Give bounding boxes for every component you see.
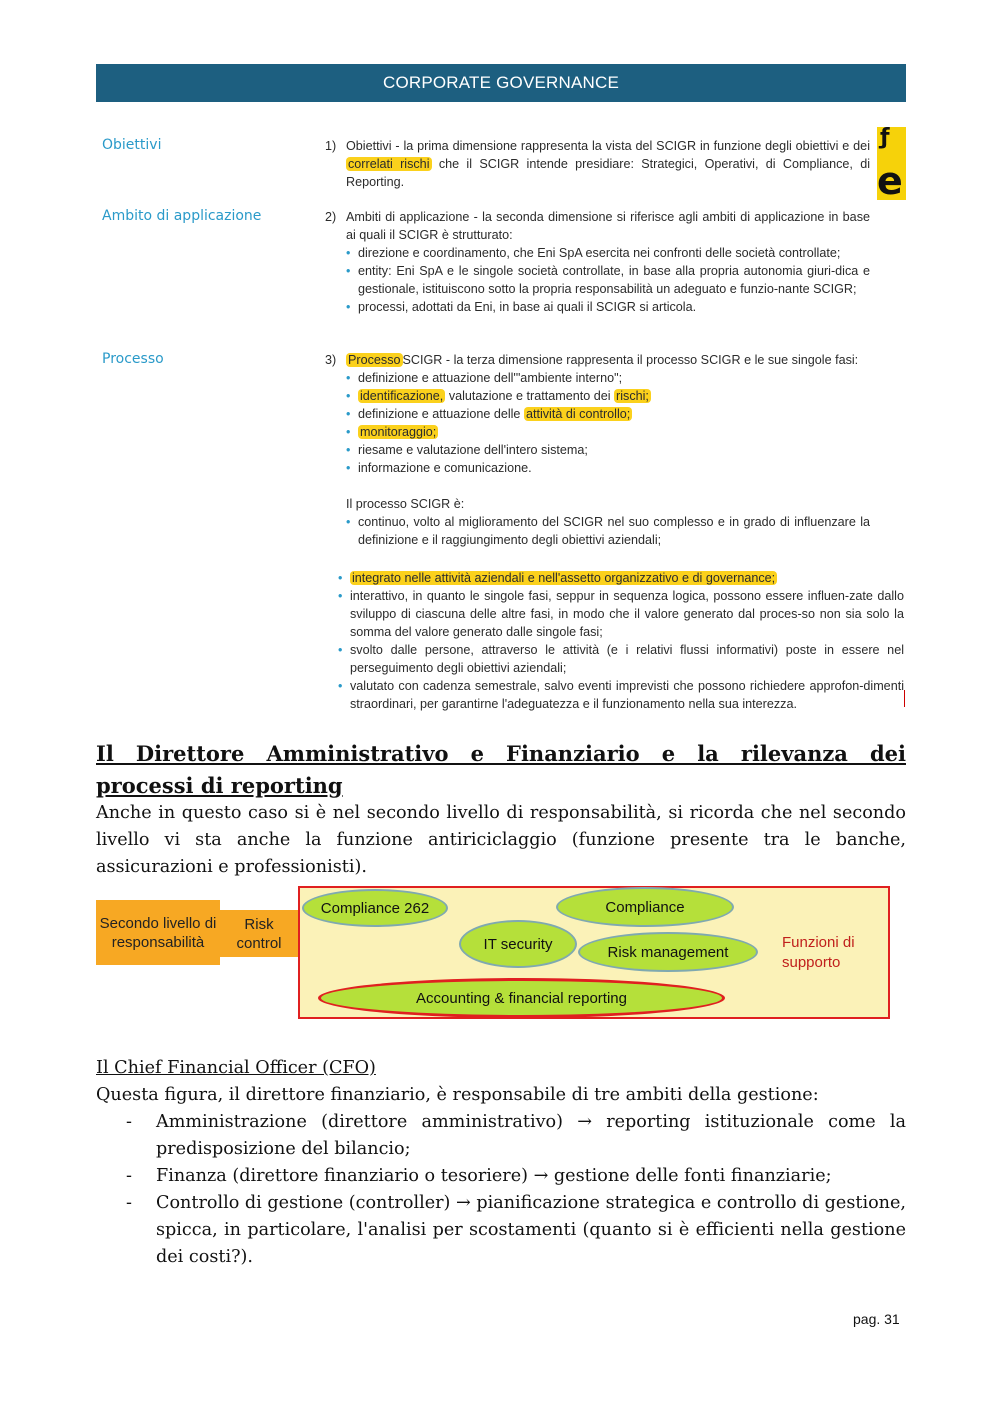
highlight-rischi: rischi; [616, 389, 649, 403]
risk-management-ellipse: Risk management [578, 932, 758, 972]
processo-bullet: • definizione e attuazione dell'"ambiente interno"; [346, 369, 870, 387]
ambito-text: Ambiti di applicazione - la seconda dimensione si riferisce agli ambiti di applicazione in base ai quali il SCIGR è strutturato: [346, 210, 870, 242]
it-security-ellipse: IT security [459, 920, 577, 968]
ambito-bullet: • entity: Eni SpA e le singole società controllate, in base alla propria autonomia giuri-dica e gestionale, istituiscono sotto la propria responsabilità un adeguato e funzio-nante SCIGR; [346, 262, 870, 298]
highlight-attivita-controllo: attività di controllo; [525, 407, 631, 421]
section-paragraph: Anche in questo caso si è nel secondo livello di responsabilità, si ricorda che nel secondo livello vi sta anche la funzione antiriciclaggio (funzione presente tra le banche, assicurazioni e professionisti). [96, 803, 906, 877]
highlight-correlati-rischi: correlati rischi [348, 157, 430, 171]
cfo-intro: Questa figura, il direttore finanziario, è responsabile di tre ambiti della gestione: [96, 1085, 819, 1105]
compliance-ellipse: Compliance [556, 887, 734, 927]
scigr-processo-block [325, 351, 870, 549]
cfo-item-text: Controllo di gestione (controller) → pianificazione strategica e controllo di gestione, spicca, in particolare, l'analisi per scostamenti (quanto si è efficienti nella gestione dei costi?). [156, 1193, 906, 1267]
obiettivi-text-part1: Obiettivi - la prima dimensione rappresenta la vista del SCIGR in funzione degli obiettivi e dei [346, 139, 870, 153]
processo-bullet-text: valutazione e trattamento dei [448, 389, 611, 403]
obiettivi-text-part2: che il SCIGR intende presidiare: Strategici, Operativi, di Compliance, di Reporting. [346, 157, 870, 189]
highlight-integrato: integrato nelle attività aziendali e nell'assetto organizzativo e di governance; [352, 571, 776, 585]
processo-bullet: • informazione e comunicazione. [346, 459, 870, 477]
risk-control-box: Risk control [220, 910, 298, 957]
section-title-line1: Il Direttore Amministrativo e Finanziario e la rilevanza dei [96, 741, 906, 766]
cfo-item-text: Amministrazione (direttore amministrativo) → reporting istituzionale come la predisposizione del bilancio; [156, 1112, 906, 1159]
obiettivi-text [346, 137, 870, 191]
item-number: 2) [325, 210, 337, 224]
processo-bullet [346, 405, 870, 423]
highlight-identificazione: identificazione, [360, 389, 444, 403]
section-header-bar: CORPORATE GOVERNANCE [96, 64, 906, 102]
red-margin-mark [904, 690, 905, 707]
cfo-item-text: Finanza (direttore finanziario o tesoriere) → gestione delle fonti finanziarie; [156, 1166, 832, 1186]
scigr-obiettivi-block [325, 137, 870, 191]
label-processo: Processo [102, 351, 164, 367]
label-obiettivi: Obiettivi [102, 137, 162, 153]
processo-char-bullet [338, 569, 904, 587]
processo-bullet [346, 423, 870, 441]
processo-char-bullet: • interattivo, in quanto le singole fasi, seppur in sequenza logica, possono essere influen-zate dallo sviluppo di ciascuna delle altre fasi, in modo che il valore generato dal proces-so non sia solo la somma del valore generato dalle singole fasi; [338, 587, 904, 641]
processo-bullet [346, 387, 870, 405]
scigr-characteristics-list [329, 569, 904, 713]
section-title-line2: processi di reporting [96, 773, 343, 798]
compliance-262-ellipse: Compliance 262 [302, 889, 448, 927]
support-functions-diagram [96, 885, 896, 1025]
highlight-monitoraggio: monitoraggio; [360, 425, 437, 439]
page-number: pag. 31 [853, 1311, 900, 1327]
list-item: - Finanza (direttore finanziario o tesoriere) → gestione delle fonti finanziarie; [126, 1166, 832, 1186]
label-ambito: Ambito di applicazione [102, 208, 262, 224]
processo-is-label: Il processo SCIGR è: [346, 497, 465, 511]
item-number: 3) [325, 353, 337, 367]
eni-logo-icon: ƒ e [877, 127, 906, 200]
support-functions-label: Funzioni di supporto [782, 934, 855, 971]
cfo-list [96, 1109, 906, 1271]
processo-char-bullet: • continuo, volto al miglioramento del SCIGR nel suo complesso e in grado di influenzare la definizione e il raggiungimento degli obiettivi aziendali; [346, 513, 870, 549]
processo-text [346, 351, 870, 369]
item-number: 1) [325, 139, 337, 153]
cfo-title: Il Chief Financial Officer (CFO) [96, 1058, 376, 1078]
second-level-box: Secondo livello di responsabilità [96, 900, 220, 965]
ambito-bullet: • direzione e coordinamento, che Eni SpA esercita nei confronti delle società controllate; [346, 244, 870, 262]
processo-char-bullet: • svolto dalle persone, attraverso le attività (e i relativi flussi informativi) poste in essere nel perseguimento degli obiettivi aziendali; [338, 641, 904, 677]
list-item: - Amministrazione (direttore amministrativo) → reporting istituzionale come la predisposizione del bilancio; [126, 1112, 906, 1159]
highlight-processo: Processo [348, 353, 401, 367]
list-item: - Controllo di gestione (controller) → pianificazione strategica e controllo di gestione, spicca, in particolare, l'analisi per scostamenti (quanto si è efficienti nella gestione dei costi?). [126, 1193, 906, 1267]
processo-bullet-text: definizione e attuazione delle [358, 407, 521, 421]
scigr-ambito-block [325, 208, 870, 316]
accounting-reporting-ellipse: Accounting & financial reporting [318, 978, 725, 1018]
processo-bullet: • riesame e valutazione dell'intero sistema; [346, 441, 870, 459]
processo-text-body: SCIGR - la terza dimensione rappresenta il processo SCIGR e le sue singole fasi: [402, 353, 859, 367]
ambito-bullet: • processi, adottati da Eni, in base ai quali il SCIGR si articola. [346, 298, 870, 316]
processo-char-bullet: • valutato con cadenza semestrale, salvo eventi imprevisti che possono richiedere approfon-dimenti straordinari, per garantirne l'adeguatezza e il funzionamento nella sua interezza. [338, 677, 904, 713]
